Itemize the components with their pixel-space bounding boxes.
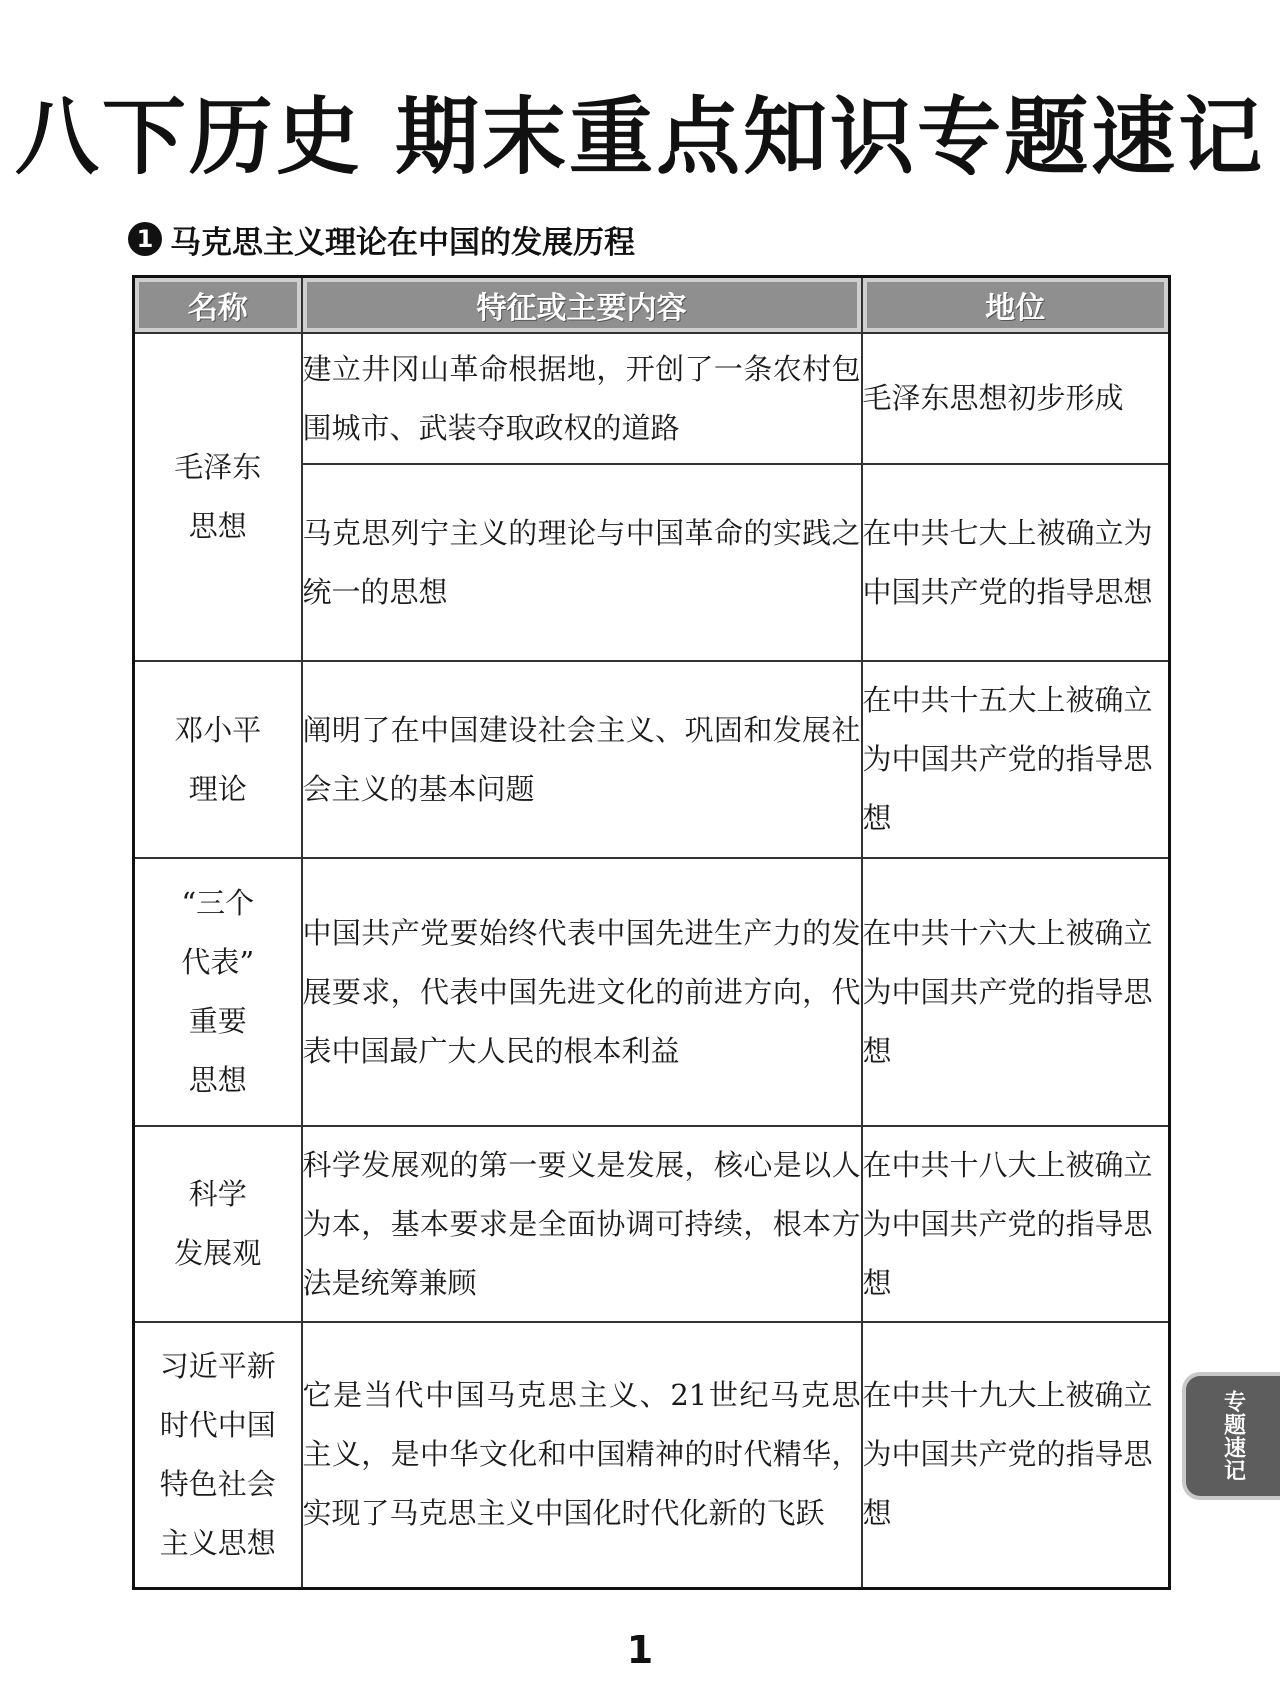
table-row: [134, 1322, 1170, 1588]
row-status: 在中共七大上被确立为中国共产党的指导思想: [862, 464, 1170, 661]
name-line: 习近平新: [159, 1348, 276, 1383]
table-row: [134, 858, 1170, 1126]
knowledge-table: [132, 275, 1171, 1590]
name-line: 理论: [188, 771, 247, 806]
name-line: “三个: [181, 886, 255, 920]
row-status: 在中共十五大上被确立为中国共产党的指导思想: [862, 661, 1170, 858]
row-content: 阐明了在中国建设社会主义、巩固和发展社会主义的基本问题: [302, 661, 862, 858]
name-line: 时代中国: [159, 1407, 276, 1442]
row-content: 马克思列宁主义的理论与中国革命的实践之统一的思想: [302, 464, 862, 661]
header-status: 地位: [862, 277, 1170, 334]
section-heading: [128, 214, 635, 264]
page-title: 八下历史 期末重点知识专题速记: [14, 88, 1266, 186]
name-line: 思想: [188, 509, 247, 543]
row-status: 在中共十六大上被确立为中国共产党的指导思想: [862, 858, 1170, 1126]
table-header-row: [134, 277, 1170, 334]
table-row: [134, 1126, 1170, 1322]
name-line: 科学: [188, 1177, 247, 1211]
row-name-scientific-outlook: [134, 1126, 302, 1322]
row-content: 中国共产党要始终代表中国先进生产力的发展要求，代表中国先进文化的前进方向，代表中国最广大人民的根本利益: [302, 858, 862, 1126]
name-line: 发展观: [174, 1236, 262, 1270]
name-line: 代表”: [181, 945, 255, 979]
name-line: 毛泽东: [174, 450, 262, 484]
row-status: 在中共十八大上被确立为中国共产党的指导思想: [862, 1126, 1170, 1322]
section-number-badge: 1: [128, 222, 162, 256]
row-name-deng: [134, 661, 302, 858]
side-tab-label: 专题速记: [1220, 1390, 1246, 1482]
name-line: 主义思想: [159, 1525, 276, 1560]
row-name-mao: [134, 333, 302, 661]
row-content: 建立井冈山革命根据地，开创了一条农村包围城市、武装夺取政权的道路: [302, 333, 862, 464]
row-status: 毛泽东思想初步形成: [862, 333, 1170, 464]
name-line: 特色社会: [159, 1466, 276, 1501]
name-line: 思想: [188, 1063, 247, 1097]
row-name-xi-thought: [134, 1322, 302, 1588]
header-content: 特征或主要内容: [302, 277, 862, 334]
section-title: 马克思主义理论在中国的发展历程: [170, 224, 635, 261]
row-content: 它是当代中国马克思主义、21世纪马克思主义，是中华文化和中国精神的时代精华，实现了马克思主义中国化时代化新的飞跃: [302, 1322, 862, 1588]
name-line: 邓小平: [174, 712, 262, 747]
row-name-three-represents: [134, 858, 302, 1126]
header-name: 名称: [134, 277, 302, 334]
side-tab: [1182, 1372, 1280, 1500]
row-content: 科学发展观的第一要义是发展，核心是以人为本，基本要求是全面协调可持续，根本方法是统筹兼顾: [302, 1126, 862, 1322]
table-row: [134, 333, 1170, 464]
row-status: 在中共十九大上被确立为中国共产党的指导思想: [862, 1322, 1170, 1588]
table-row: [134, 661, 1170, 858]
name-line: 重要: [188, 1004, 247, 1038]
page-number: 1: [626, 1628, 654, 1672]
